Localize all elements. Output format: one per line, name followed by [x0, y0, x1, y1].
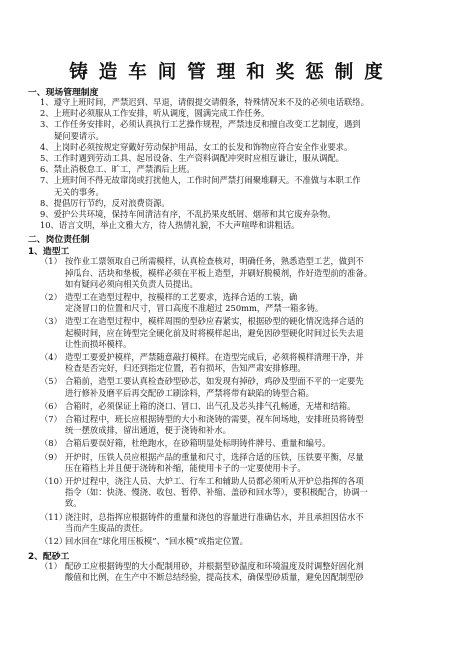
- item-number: （1）: [40, 561, 62, 572]
- item-number: （5）: [40, 376, 62, 387]
- item-number: （3）: [40, 316, 62, 327]
- item-line: 压在箱档上并且便于浇铸和补缩，能使用卡子的一定要使用卡子。: [65, 462, 306, 473]
- item-line: 掉瓜台、活块和垫板，模样必须在平板上造型，并刷好脱模剂，作好造型前的准备。: [65, 267, 372, 278]
- page-title: 铸造车间管理和奖惩制度: [69, 62, 394, 83]
- list-item-line: 疑问要请示。: [54, 130, 104, 141]
- item-line: 造型工在造型过程中，模样周围的型砂应舂紧实，根据砂型的硬化情况选择合适的: [65, 316, 364, 327]
- list-item-line: 6、禁止消极怠工、旷工，严禁酒后上班。: [40, 164, 195, 175]
- subsection-heading: 2、配砂工: [28, 552, 70, 563]
- list-item-line: 1、遵守上班时间，严禁迟到、早退，请假提交请假条，特殊情况来不及的必须电话联络。: [40, 97, 369, 107]
- list-item-line: 5、工作时遇到劳动工具、起吊设备、生产资料调配冲突时应相互谦让，服从调配。: [40, 153, 344, 163]
- item-line: 开炉过程中，浇注人员、大炉工、行车工和辅助人员都必须听从开炉总指挥的各项: [65, 476, 364, 486]
- list-item-line: 8、提倡厉行节约，反对浪费资源。: [40, 197, 170, 208]
- list-item-line: 9、爱护公共环境，保持车间清洁有序，不乱扔果皮纸屑、烟蒂和其它废弃杂物。: [40, 209, 336, 219]
- item-line: 酸值和比例，在生产中不断总结经验，提高技术，确保型砂质量，避免因配制型砂: [65, 572, 364, 583]
- item-line: 合箱过程中，班长应根据铸型的大小和浇铸的需要，视车间场地，安排班员将铸型: [65, 414, 364, 424]
- item-line: 造型工在造型过程中，按模样的工艺要求，选择合适的工装，确: [65, 292, 298, 302]
- item-line: 合箱后要误好箱，杜绝跑水，在砂箱明显处标明铸件牌号、重量和编号。: [65, 438, 331, 449]
- item-line: 起模时间，应在铸型完全硬化前及时将模样起出，避免因砂型硬化时间过长失去退: [65, 327, 364, 338]
- item-line: 致。: [65, 498, 82, 509]
- item-line: 回水回在“球化用压板模”、“回水模”或指定位置。: [65, 536, 248, 546]
- item-line: 让性而损坏模样。: [65, 338, 132, 349]
- item-line: 配砂工应根据铸型的大小配制用砂，并根据型砂温度和环境温度及时调整好固化剂: [65, 561, 364, 572]
- item-line: 检查是否完好，归还到指定位置，若有损坏，告知严肃安排修理。: [65, 363, 306, 374]
- item-number: （10）: [40, 476, 68, 486]
- section-heading: 二、岗位责任制: [28, 235, 90, 246]
- list-item-line: 无关的事务。: [54, 186, 104, 197]
- list-item-line: 2、上班时必须服从工作安排，听从调度，圆满完成工作任务。: [40, 108, 270, 119]
- item-line: 浇注时，总指挥应根据铸件的重量和浇包的容量进行准确估水，并且承担因估水不: [65, 511, 364, 522]
- item-line: 进行修补及磨平后再交配砂工刷涂料，严禁将带有缺陷的铸型合箱。: [65, 387, 314, 398]
- item-line: 合箱时，必须保证上箱的浇口、冒口、出气孔及芯头排气孔畅通，无堵和结箱。: [65, 400, 356, 411]
- list-item-line: 3、工作任务安排时，必须认真执行工艺操作规程，严禁违反和擅自改变工艺制度，遇到: [40, 119, 361, 130]
- item-number: （9）: [40, 451, 62, 462]
- item-line: 定浇冒口的位置和尺寸，冒口高度不准超过 250mm，严禁一箱多铸。: [65, 303, 324, 314]
- item-number: （7）: [40, 414, 62, 424]
- item-line: 按作业工票领取自己所需模样，认真检查核对，明确任务，熟悉造型工艺，做到不: [65, 256, 364, 267]
- item-number: （1）: [40, 256, 62, 267]
- item-line: 造型工要爱护模样，严禁随意敲打模样。在造型完成后，必须将模样清理干净，并: [65, 352, 364, 362]
- list-item-line: 4、上岗时必须按规定穿戴好劳动保护用品，女工的长发和饰物应符合安全作业要求。: [40, 141, 353, 152]
- item-number: （11）: [40, 511, 68, 522]
- item-line: 开炉时，压铁人员应根据产品的重量和尺寸，选择合适的压铁，压铁要平衡，尽量: [65, 451, 364, 462]
- item-number: （4）: [40, 352, 62, 362]
- item-number: （6）: [40, 400, 62, 411]
- list-item-line: 10、语言文明，举止文雅大方，待人热情礼貌，不大声喧哗和讲粗话。: [40, 220, 300, 231]
- list-item-line: 7、上班时间不得无故窜岗或打扰他人，工作时间严禁打闹聚堆聊天。不准做与本职工作: [40, 175, 361, 186]
- section-heading: 一、现场管理制度: [28, 88, 99, 98]
- item-line: 当而产生废品的责任。: [65, 522, 148, 533]
- item-number: （2）: [40, 292, 62, 302]
- item-line: 如有疑问必须向相关负责人员提出。: [65, 278, 198, 289]
- item-line: 统一摆放成排，留出通道，便于浇铸和补水。: [65, 425, 231, 436]
- item-line: 合箱前，造型工要认真检查砂型砂芯，如发现有掉砂，鸡砂及型面不平的一定要先: [65, 376, 364, 387]
- item-number: （8）: [40, 438, 62, 449]
- item-line: 指令（如：快浇、慢浇、收包、暂停、补缩、盖砂和回水等），要积极配合，协调一: [65, 487, 368, 498]
- subsection-heading: 1、造型工: [28, 247, 70, 258]
- item-number: （12）: [40, 536, 68, 546]
